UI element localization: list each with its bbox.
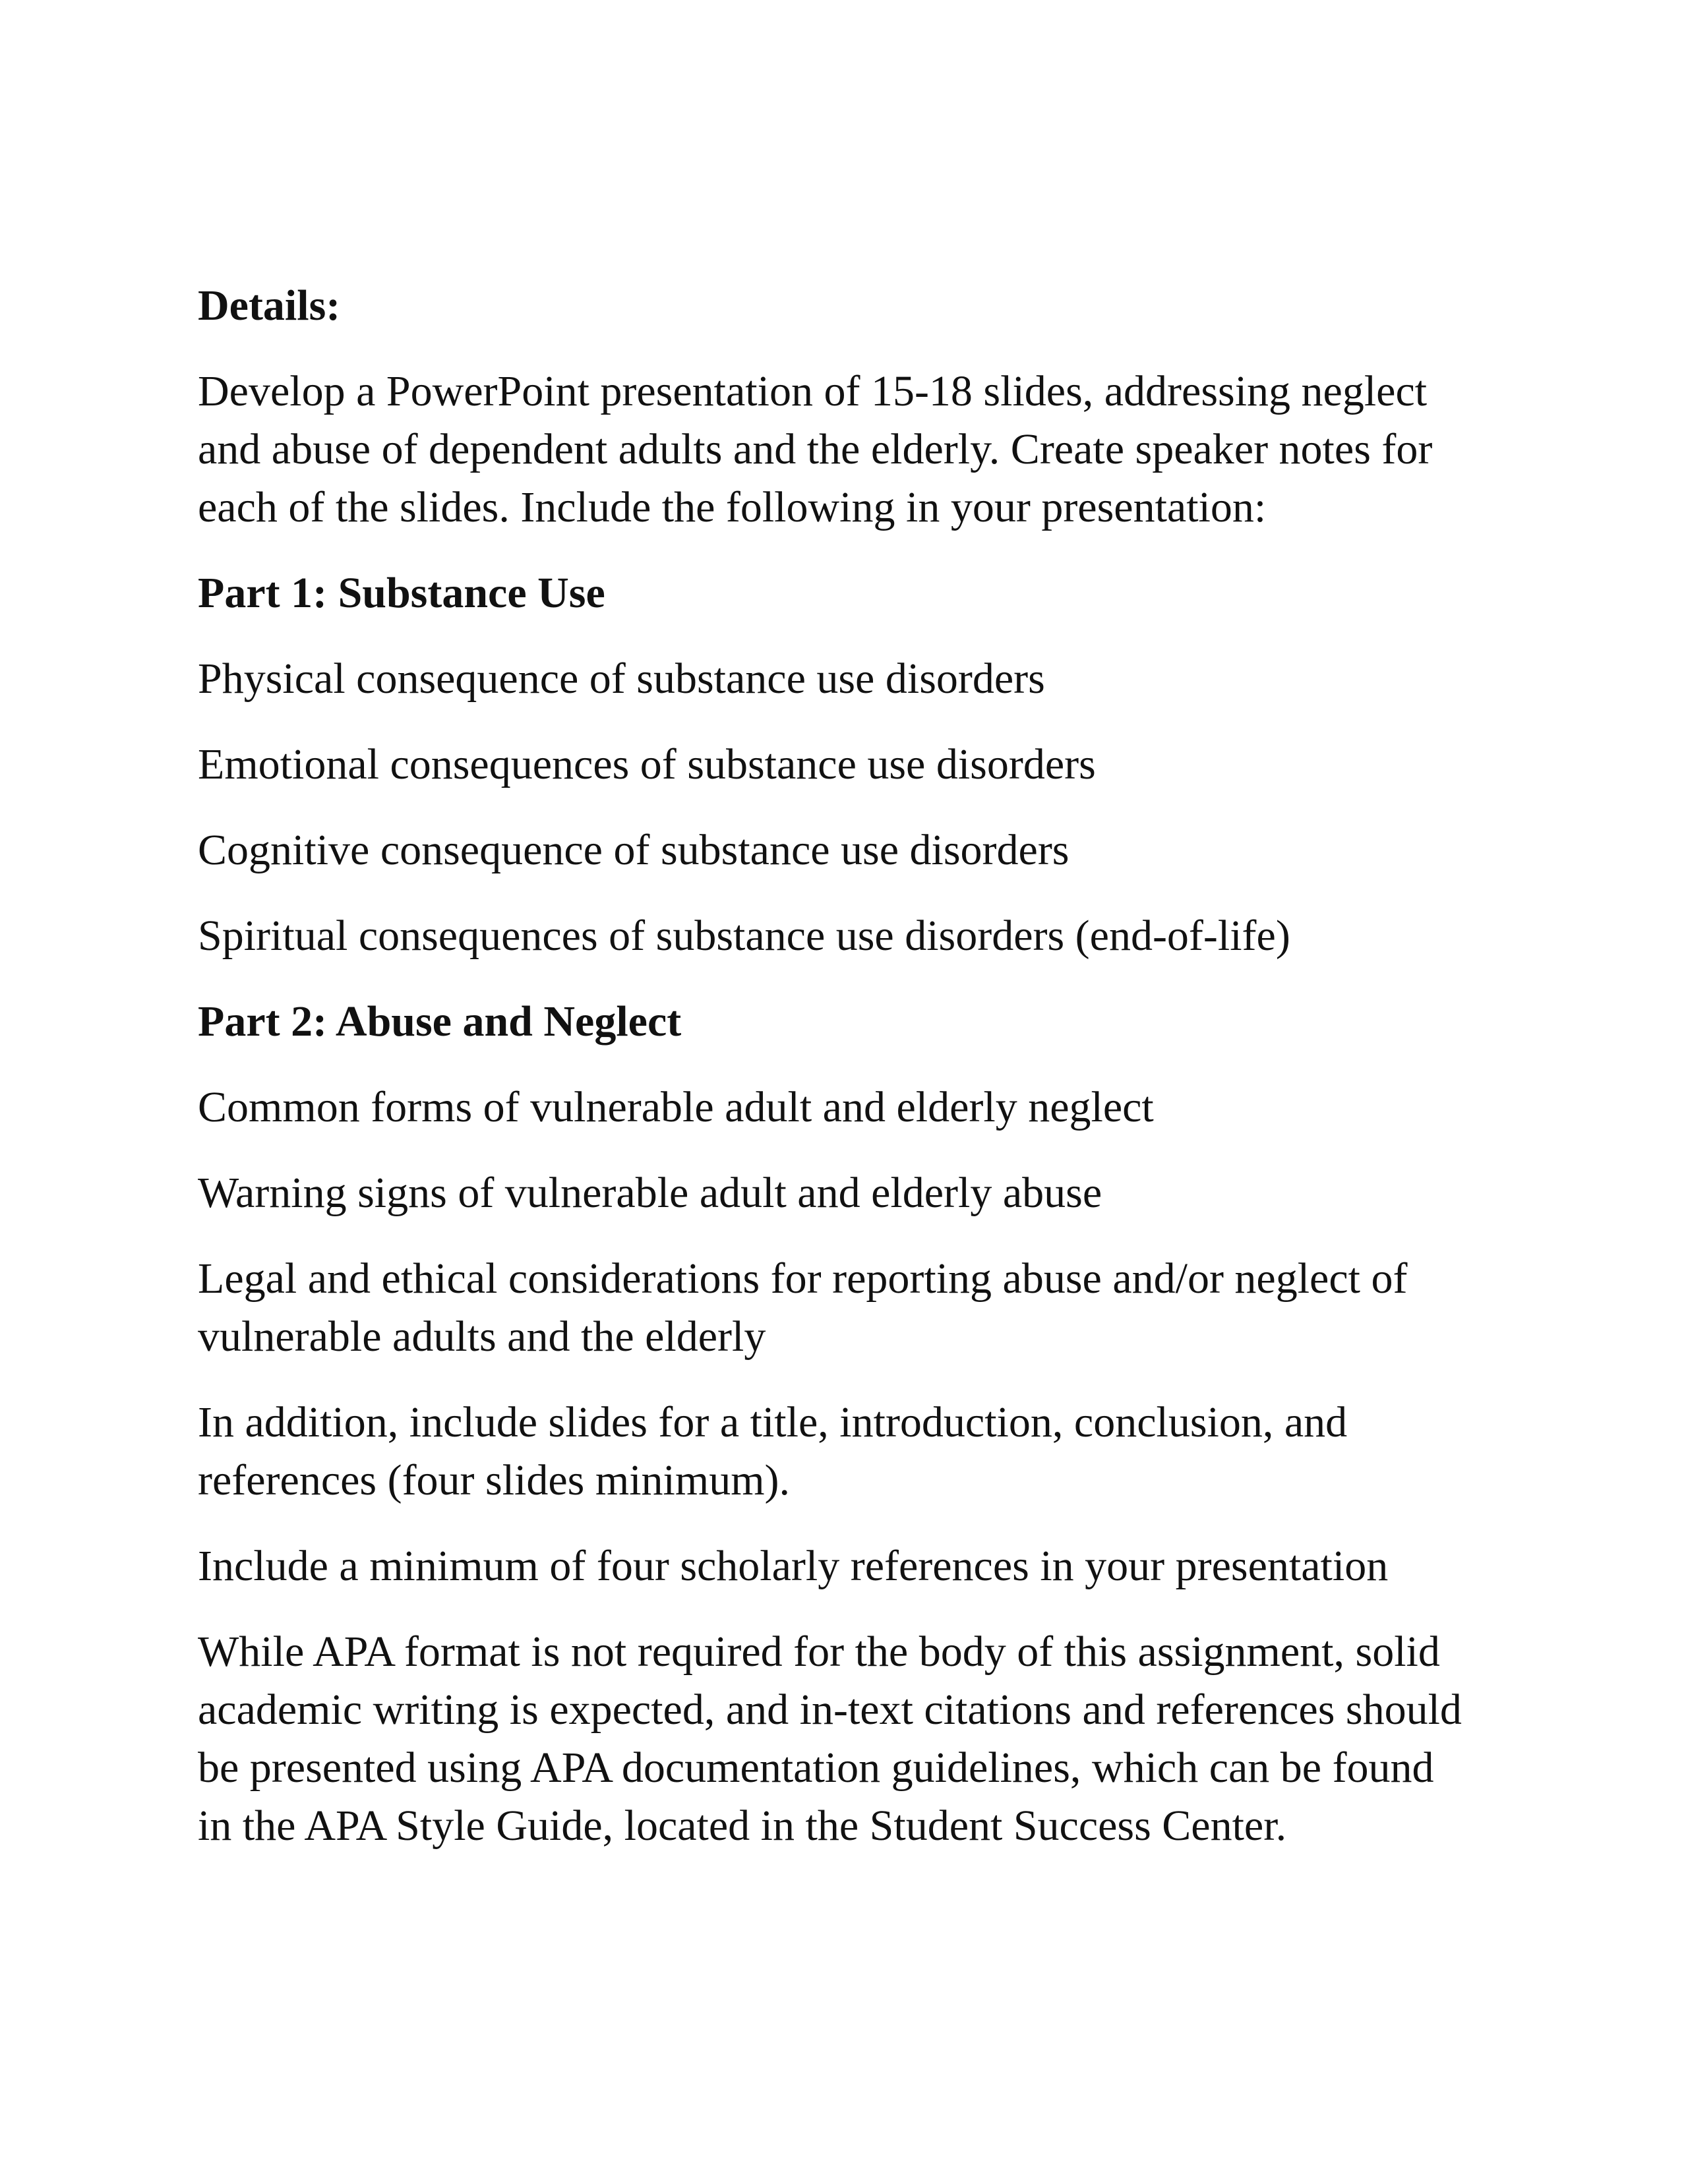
addition-line: references (four slides minimum). <box>198 1456 791 1504</box>
addition-paragraph <box>198 1394 1503 1510</box>
part1-item-physical: Physical consequence of substance use disorders <box>198 655 1045 703</box>
apa-line: be presented using APA documentation guidelines, which can be found <box>198 1744 1434 1792</box>
intro-line: Develop a PowerPoint presentation of 15-18 slides, addressing neglect <box>198 367 1428 415</box>
apa-line: academic writing is expected, and in-text citations and references should <box>198 1686 1462 1734</box>
part1-heading: Part 1: Substance Use <box>198 569 605 617</box>
document-body <box>198 277 1503 1883</box>
apa-line: in the APA Style Guide, located in the Student Success Center. <box>198 1802 1287 1850</box>
details-heading: Details: <box>198 281 341 330</box>
intro-line: each of the slides. Include the following in your presentation: <box>198 483 1267 531</box>
part1-item-spiritual: Spiritual consequences of substance use disorders (end-of-life) <box>198 912 1290 960</box>
part2-item-common-forms: Common forms of vulnerable adult and elderly neglect <box>198 1083 1154 1131</box>
part2-item-warning-signs: Warning signs of vulnerable adult and elderly abuse <box>198 1169 1102 1217</box>
intro-line: and abuse of dependent adults and the elderly. Create speaker notes for <box>198 425 1433 473</box>
part2-item-legal <box>198 1250 1503 1366</box>
apa-paragraph <box>198 1623 1503 1855</box>
part2-heading: Part 2: Abuse and Neglect <box>198 997 682 1046</box>
legal-line: Legal and ethical considerations for reporting abuse and/or neglect of <box>198 1254 1408 1303</box>
references-requirement: Include a minimum of four scholarly references in your presentation <box>198 1542 1389 1590</box>
legal-line: vulnerable adults and the elderly <box>198 1313 766 1361</box>
addition-line: In addition, include slides for a title, introduction, conclusion, and <box>198 1398 1348 1446</box>
part1-item-cognitive: Cognitive consequence of substance use disorders <box>198 826 1070 874</box>
intro-paragraph <box>198 363 1503 537</box>
apa-line: While APA format is not required for the body of this assignment, solid <box>198 1628 1440 1676</box>
part1-item-emotional: Emotional consequences of substance use disorders <box>198 740 1096 788</box>
